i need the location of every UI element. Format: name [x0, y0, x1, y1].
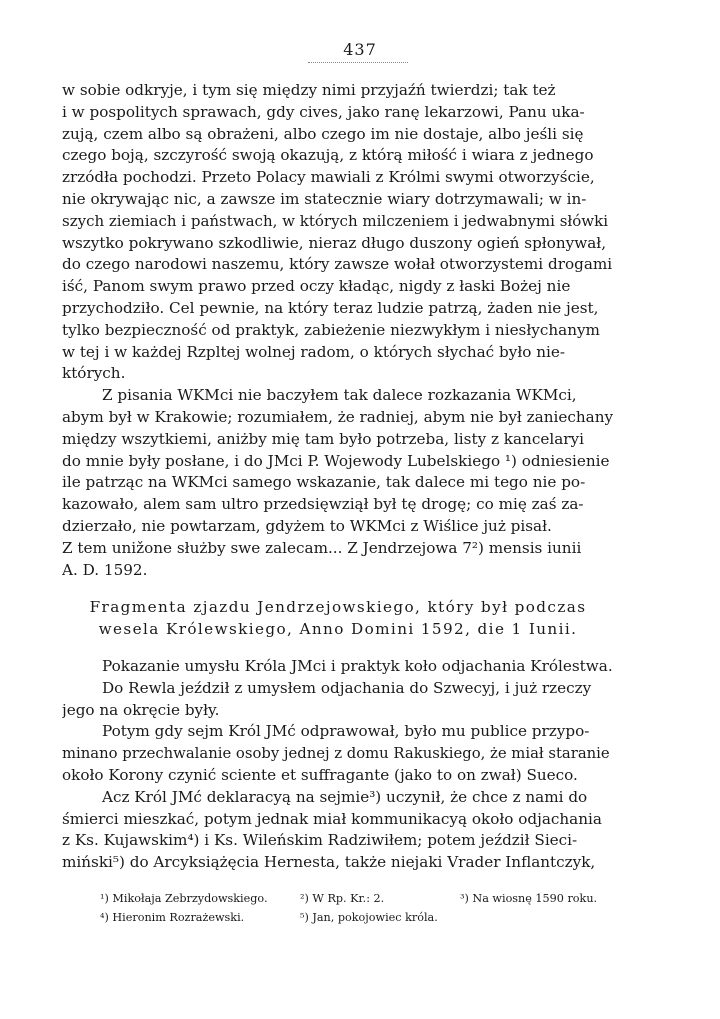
text-line: iść, Panom swym prawo przed oczy kładąc, nigdy z łaski Bożej nie — [62, 277, 571, 296]
heading-line: Fragmenta zjazdu Jendrzejowskiego, który był podczas — [89, 598, 587, 616]
text-line: zrzódła pochodzi. Przeto Polacy mawiali z Królmi swymi otworzyście, — [62, 168, 595, 187]
text-line: tylko bezpieczność od praktyk, zabieżenie niezwykłym i niesłychanym — [62, 320, 600, 339]
paragraph-first-line: Pokazanie umysłu Króla JMci i praktyk koło odjachania Królestwa. — [102, 657, 613, 675]
text-line: z Ks. Kujawskim⁴) i Ks. Wileńskim Radziwiłem; potem jeździł Sieci- — [62, 831, 578, 850]
text-line: jego na okręcie były. — [62, 700, 220, 719]
text-line: Z tem unižone służby swe zalecam... Z Jendrzejowa 7²) mensis iunii — [62, 538, 582, 557]
text-line: do mnie były posłane, i do JMci P. Wojewody Lubelskiego ¹) odniesienie — [62, 451, 610, 470]
text-line: i w pospolitych sprawach, gdy cives, jako ranę lekarzowi, Panu uka- — [62, 102, 585, 121]
text-line: nie okrywając nic, a zawsze im statecznie wiary dotrzymawali; w in- — [62, 189, 587, 208]
text-line: czego boją, szczyrość swoją okazują, z którą miłość i wiara z jednego — [62, 146, 594, 165]
text-line: dzierzało, nie powtarzam, gdyżem to WKMci z Wiślice już pisał. — [62, 516, 552, 535]
footnote-3: ³) Na wiosnę 1590 roku. — [460, 892, 598, 905]
paragraph-first-line: Z pisania WKMci nie baczyłem tak dalece rozkazania WKMci, — [102, 386, 577, 405]
footnotes — [100, 889, 620, 927]
text-line: których. — [62, 364, 126, 383]
footnote-5: ⁵) Jan, pokojowiec króla. — [300, 911, 438, 924]
text-line: szych ziemiach i państwach, w których milczeniem i jedwabnymi słówki — [62, 211, 609, 230]
text-line: przychodziło. Cel pewnie, na który teraz ludzie patrzą, żaden nie jest, — [62, 298, 599, 317]
text-line: w tej i w każdej Rzpltej wolnej radom, o których słychać było nie- — [62, 342, 565, 361]
footnote-4: ⁴) Hieronim Rozrażewski. — [100, 911, 245, 924]
footnote-2: ²) W Rp. Kr.: 2. — [300, 892, 385, 905]
text-line: w sobie odkryje, i tym się między nimi przyjaźń twierdzi; tak też — [62, 81, 556, 99]
footnote-row — [100, 889, 620, 908]
text-line: A. D. 1592. — [62, 560, 148, 579]
fragment-text — [62, 656, 614, 874]
paragraph-first-line: Potym gdy sejm Król JMć odprawował, było mu publice przypo- — [102, 722, 590, 741]
heading-line: wesela Królewskiego, Anno Domini 1592, die 1 Iunii. — [98, 620, 578, 638]
text-line: zują, czem albo są obrażeni, albo czego im nie dostaje, albo jeśli się — [62, 124, 584, 143]
text-line: do czego narodowi naszemu, który zawsze wołał otworzystemi drogami — [62, 255, 613, 274]
footnote-row — [100, 908, 620, 927]
page-number: 437 — [343, 40, 377, 59]
text-line: abym był w Krakowie; rozumiałem, że radniej, abym nie był zaniechany — [62, 407, 614, 426]
paragraph-first-line: Acz Król JMć deklaracyą na sejmie³) uczynił, że chce z nami do — [102, 787, 588, 806]
text-line: między wszytkiemi, aniżby mię tam było potrzeba, listy z kancelaryi — [62, 429, 584, 448]
section-heading — [62, 596, 614, 640]
text-line: miński⁵) do Arcyksiążęcia Hernesta, także niejaki Vrader Inflantczyk, — [62, 853, 596, 872]
paragraph-first-line: Do Rewla jeździł z umysłem odjachania do Szwecyj, i już rzeczy — [102, 678, 592, 697]
text-line: minano przechwalanie osoby jednej z domu Rakuskiego, że miał staranie — [62, 745, 610, 763]
text-line: ile patrząc na WKMci samego wskazanie, tak dalece mi tego nie po- — [62, 473, 586, 492]
letter-text — [62, 80, 614, 581]
footnote-1: ¹) Mikołaja Zebrzydowskiego. — [100, 892, 268, 905]
text-line: około Korony czynić sciente et suffragante (jako to on zwał) Sueco. — [62, 765, 578, 784]
text-line: kazowało, alem sam ultro przedsięwziął był tę drogę; co mię zaś za- — [62, 495, 584, 514]
page-number-rule — [308, 62, 408, 63]
text-line: śmierci mieszkać, potym jednak miał kommunikacyą około odjachania — [62, 809, 602, 828]
text-line: wszytko pokrywano szkodliwie, nieraz długo duszony ogień spłonywał, — [62, 233, 607, 252]
